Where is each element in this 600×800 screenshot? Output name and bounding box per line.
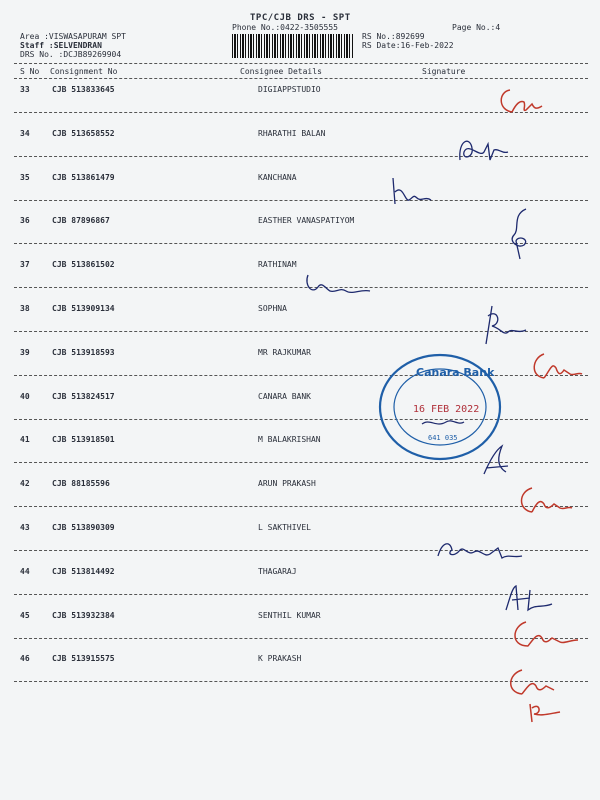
row-sno: 43: [20, 523, 30, 532]
row-sno: 34: [20, 129, 30, 138]
signature-46: [500, 664, 580, 724]
row-sno: 37: [20, 260, 30, 269]
row-sno: 45: [20, 611, 30, 620]
row-consignment-no: CJB 513658552: [52, 129, 115, 138]
column-consignment: Consignment No: [50, 67, 118, 76]
signature-34: [450, 130, 530, 172]
signature-38: [478, 300, 538, 350]
signature-36: [498, 205, 548, 265]
stamp-code: 641 035: [428, 434, 458, 442]
signature-35: [385, 172, 445, 212]
row-consignment-no: CJB 88185596: [52, 479, 110, 488]
row-consignment-no: CJB 513932384: [52, 611, 115, 620]
divider: [14, 63, 588, 64]
row-sno: 39: [20, 348, 30, 357]
signature-37: [298, 265, 378, 301]
row-consignment-no: CJB 513915575: [52, 654, 115, 663]
signature-44: [496, 580, 566, 620]
row-divider: [14, 506, 588, 507]
column-consignee: Consignee Details: [240, 67, 322, 76]
barcode: [232, 34, 354, 58]
row-consignment-no: CJB 87896867: [52, 216, 110, 225]
signature-42: [510, 482, 574, 522]
page-number: Page No.:4: [452, 23, 501, 32]
row-consignee-name: DIGIAPPSTUDIO: [258, 85, 321, 94]
row-consignee-name: M BALAKRISHAN: [258, 435, 321, 444]
row-consignment-no: CJB 513861502: [52, 260, 115, 269]
row-sno: 41: [20, 435, 30, 444]
row-consignee-name: KANCHANA: [258, 173, 297, 182]
canara-bank-stamp: [376, 352, 504, 462]
stamp-bank-name: Canara Bank: [416, 366, 495, 379]
drs-number: DRS No. :DCJB89269904: [20, 50, 122, 59]
row-consignee-name: CANARA BANK: [258, 392, 311, 401]
row-sno: 44: [20, 567, 30, 576]
row-divider: [14, 638, 588, 639]
row-consignee-name: K PRAKASH: [258, 654, 302, 663]
rs-number: RS No.:892699: [362, 32, 425, 41]
signature-39: [522, 348, 584, 388]
row-divider: [14, 200, 588, 201]
row-sno: 42: [20, 479, 30, 488]
row-consignment-no: CJB 513918593: [52, 348, 115, 357]
divider: [14, 78, 588, 79]
row-consignee-name: RHARATHI BALAN: [258, 129, 326, 138]
row-consignee-name: ARUN PRAKASH: [258, 479, 316, 488]
row-consignee-name: EASTHER VANASPATIYOM: [258, 216, 355, 225]
staff-label: Staff :SELVENDRAN: [20, 41, 102, 50]
row-consignment-no: CJB 513833645: [52, 85, 115, 94]
row-consignment-no: CJB 513814492: [52, 567, 115, 576]
row-consignment-no: CJB 513890309: [52, 523, 115, 532]
document-title: TPC/CJB DRS - SPT: [250, 13, 351, 23]
row-consignment-no: CJB 513909134: [52, 304, 115, 313]
row-consignee-name: MR RAJKUMAR: [258, 348, 311, 357]
row-consignee-name: THAGARAJ: [258, 567, 297, 576]
signature-43: [432, 532, 528, 566]
row-sno: 38: [20, 304, 30, 313]
row-consignee-name: RATHINAM: [258, 260, 297, 269]
row-consignment-no: CJB 513824517: [52, 392, 115, 401]
row-consignment-no: CJB 513918501: [52, 435, 115, 444]
column-signature: Signature: [422, 67, 466, 76]
row-sno: 35: [20, 173, 30, 182]
row-consignee-name: L SAKTHIVEL: [258, 523, 311, 532]
column-sno: S No: [20, 67, 40, 76]
row-sno: 46: [20, 654, 30, 663]
row-sno: 33: [20, 85, 30, 94]
row-consignee-name: SOPHNA: [258, 304, 287, 313]
row-sno: 40: [20, 392, 30, 401]
phone-number: Phone No.:0422-3505555: [232, 23, 338, 32]
rs-date: RS Date:16-Feb-2022: [362, 41, 454, 50]
area-label: Area :VISWASAPURAM SPT: [20, 32, 126, 41]
stamp-date: 16 FEB 2022: [413, 404, 480, 415]
signature-45: [504, 616, 582, 656]
row-consignee-name: SENTHIL KUMAR: [258, 611, 321, 620]
row-consignment-no: CJB 513861479: [52, 173, 115, 182]
row-sno: 36: [20, 216, 30, 225]
signature-33: [480, 84, 560, 120]
